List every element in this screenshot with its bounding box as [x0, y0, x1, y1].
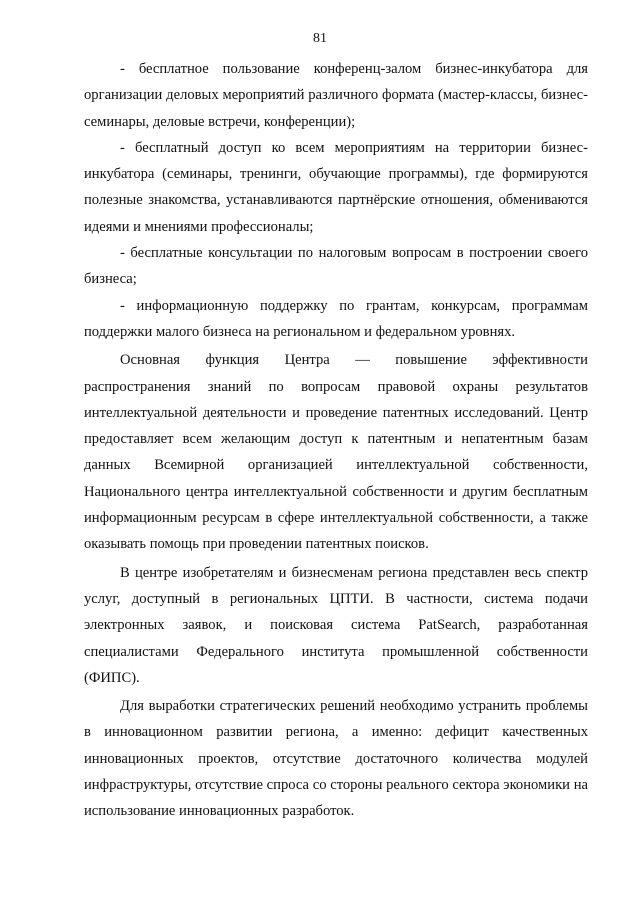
list-item-events-access: - бесплатный доступ ко всем мероприятиям на территории бизнес-инкубатора (семинары, тренинги, обучающие программы), где формируются полезные знакомства, устанавливаются партнёрские отношения, обмениваются идеями и мнениями профессионалы;: [84, 139, 588, 235]
list-item-tax-consulting: - бесплатные консультации по налоговым вопросам в построении своего бизнеса;: [84, 245, 588, 288]
paragraph-center-function: Основная функция Центра — повышение эффективности распространения знаний по вопросам правовой охраны результатов интеллектуальной деятельности и проведение патентных исследований. Центр предоставляет всем желающим доступ к патентным и непатентным базам данных Всемирной организацией интеллектуальной собственности, Национального центра интеллектуальной собственности и другим бесплатным информационным ресурсам в сфере интеллектуальной собственности, а также оказывать помощь при проведении патентных поисков.: [84, 352, 588, 553]
paragraph-strategic-decisions: Для выработки стратегических решений необходимо устранить проблемы в инновационном развитии региона, а именно: дефицит качественных инновационных проектов, отсутствие достаточного количества модулей инфраструктуры, отсутствие спроса со стороны реального сектора экономики на использование инновационных разработок.: [84, 698, 588, 820]
list-item-conference-hall: - бесплатное пользование конференц-залом бизнес-инкубатора для организации деловых мероприятий различного формата (мастер-классы, бизнес-семинары, деловые встречи, конференции);: [84, 61, 588, 130]
document-body: [84, 56, 588, 825]
page-number: 81: [313, 31, 327, 46]
paragraph-services: В центре изобретателям и бизнесменам региона представлен весь спектр услуг, доступный в региональных ЦПТИ. В частности, система подачи электронных заявок, и поисковая система PatSearch, разработанная специалистами Федерального института промышленной собственности (ФИПС).: [84, 564, 588, 686]
list-item-information-support: - информационную поддержку по грантам, конкурсам, программам поддержки малого бизнеса на региональном и федеральном уровнях.: [84, 297, 588, 340]
